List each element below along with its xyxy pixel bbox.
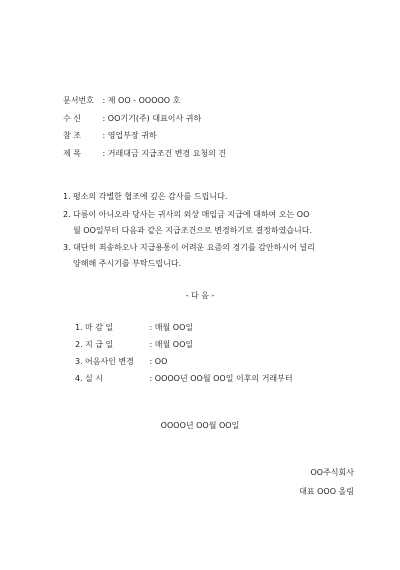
recipient-sep: : [100, 114, 108, 123]
item-number: 1. [75, 323, 83, 332]
list-item [75, 374, 293, 384]
paragraph-number: 2. [63, 210, 71, 219]
item-number: 4. [75, 374, 83, 383]
recipient-row [63, 114, 201, 124]
signature-company: OO주식회사 [310, 468, 354, 477]
subject-value: 거래대금 지급조건 변경 요청의 건 [107, 149, 227, 158]
item-value: : OO [147, 357, 168, 366]
reference-value: 영업부장 귀하 [107, 131, 157, 140]
reference-label: 참 조 [63, 131, 81, 140]
doc-number-label: 문서번호 [63, 96, 94, 105]
item-label: 지 급 일 [85, 340, 114, 349]
paragraph-number: 1. [63, 192, 71, 201]
reference-sep: : [100, 131, 108, 140]
paragraph-text-line2: 월 OO일부터 다음과 같은 지급조건으로 변경하기로 결정하였습니다. [73, 226, 313, 235]
subject-sep: : [100, 149, 108, 158]
paragraph-text: 평소의 각별한 협조에 깊은 감사를 드립니다. [73, 192, 228, 201]
notice-heading: - 다 음 - [185, 291, 215, 300]
paragraph-text-line2: 양해해 주시기를 부탁드립니다. [73, 259, 182, 268]
paragraph-text-line1: 대단히 죄송하오나 지급용통이 어려운 요즘의 경기를 감안하시어 널리 [73, 243, 315, 252]
item-value: : OOOO년 OO월 OO일 이후의 거래부터 [147, 374, 293, 383]
list-item [75, 323, 193, 333]
doc-number-row [63, 96, 180, 106]
item-value: : 매월 OO일 [147, 323, 194, 332]
body-paragraph-2 [63, 210, 363, 236]
document-date: OOOO년 OO월 OO일 [160, 421, 240, 430]
signature-representative: 대표 OOO 올림 [299, 487, 354, 496]
list-item [75, 357, 167, 367]
paragraph-text-line1: 다름이 아니오라 당사는 귀사의 외상 매입금 지급에 대하여 오는 OO [73, 210, 310, 219]
recipient-label: 수 신 [63, 114, 81, 123]
item-label: 마 감 일 [85, 323, 114, 332]
list-item [75, 340, 193, 350]
item-label: 실 시 [85, 374, 103, 383]
subject-row [63, 149, 226, 159]
body-paragraph-3 [63, 243, 363, 269]
doc-number-sep: : [100, 96, 108, 105]
doc-number-value: 제 OO - OOOOO 호 [107, 96, 181, 105]
item-value: : 매월 OO일 [147, 340, 194, 349]
item-label: 어음사인 변경 [85, 357, 134, 366]
item-number: 2. [75, 340, 83, 349]
paragraph-number: 3. [63, 243, 71, 252]
body-paragraph-1 [63, 192, 363, 202]
reference-row [63, 131, 157, 141]
item-number: 3. [75, 357, 83, 366]
recipient-value: OO기기(주) 대표이사 귀하 [107, 114, 202, 123]
subject-label: 제 목 [63, 149, 81, 158]
